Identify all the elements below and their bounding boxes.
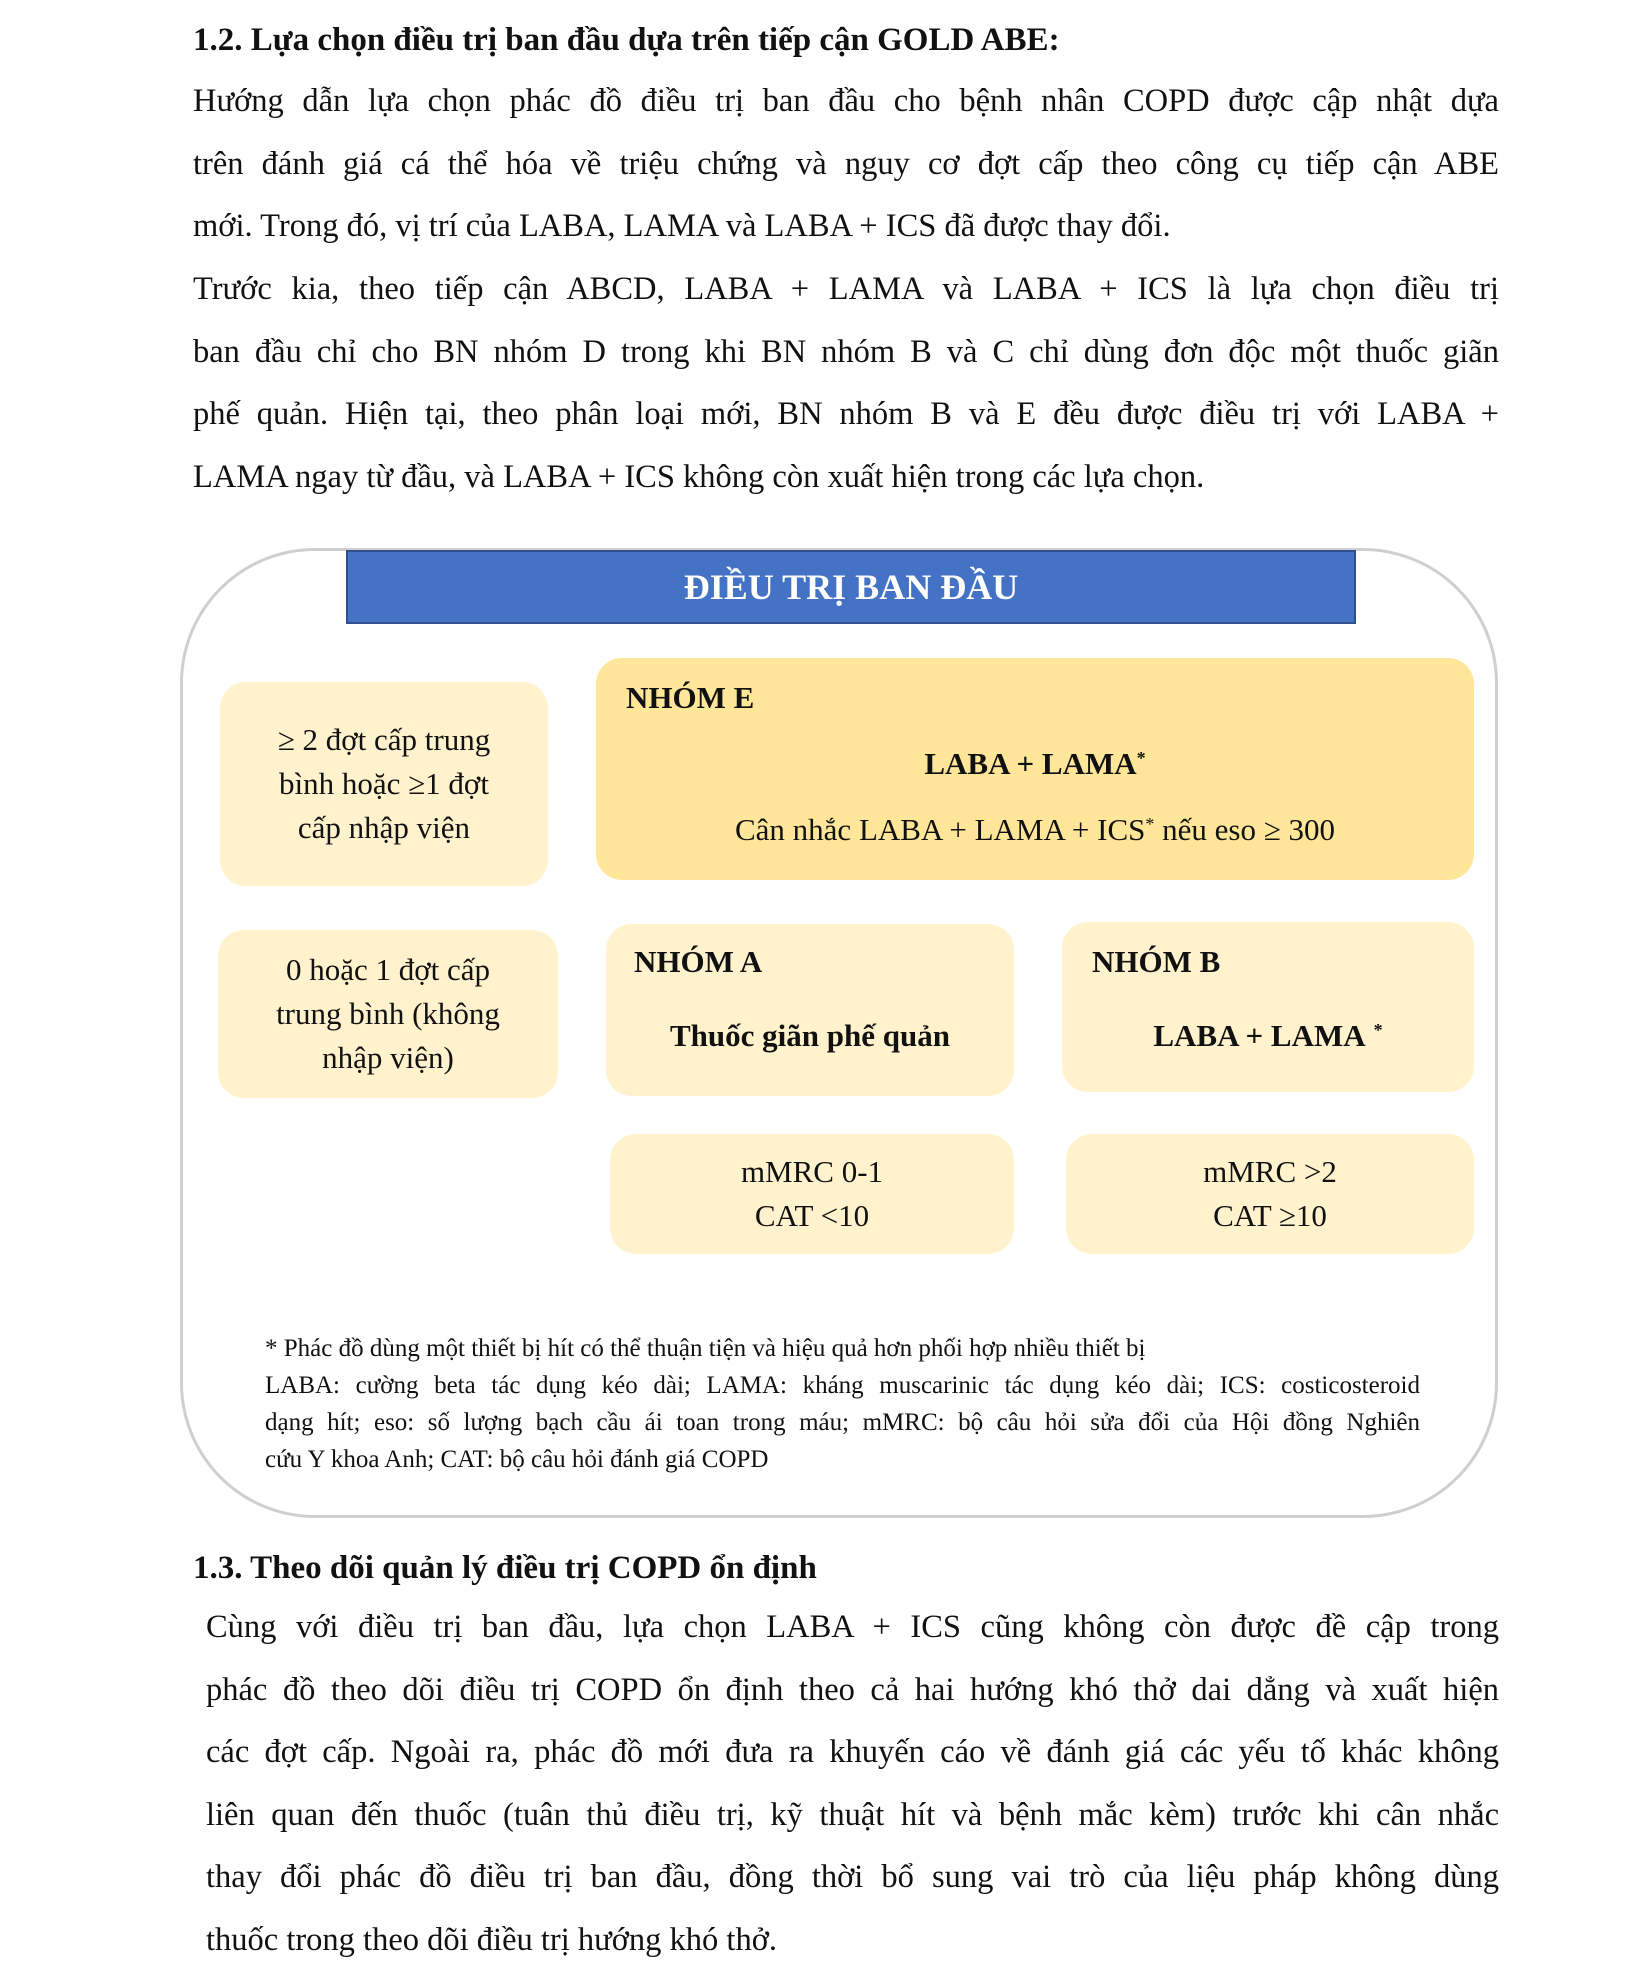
text-line: bình hoặc ≥1 đợt bbox=[279, 766, 489, 801]
text-line: 0 hoặc 1 đợt cấp bbox=[285, 952, 491, 987]
section-1-2-heading: 1.2. Lựa chọn điều trị ban đầu dựa trên tiếp cận GOLD ABE: bbox=[193, 22, 1060, 58]
text-line: Cùng với điều trị ban đầu, lựa chọn LABA + ICS cũng không còn được đề cập trong bbox=[206, 1609, 1499, 1645]
diagram-footnotes bbox=[265, 1330, 1420, 1478]
text-line: thay đổi phác đồ điều trị ban đầu, đồng thời bổ sung vai trò của liệu pháp không dùng bbox=[206, 1859, 1499, 1895]
footnote-line: * Phác đồ dùng một thiết bị hít có thể thuận tiện và hiệu quả hơn phối hợp nhiều thiết bị bbox=[265, 1335, 1146, 1362]
group-b-label: NHÓM B bbox=[1092, 944, 1221, 979]
group-b-treatment bbox=[1062, 1014, 1474, 1058]
group-a-treatment: Thuốc giãn phế quản bbox=[670, 1018, 950, 1053]
footnote-marker: * bbox=[1136, 748, 1146, 768]
text-line: ban đầu chỉ cho BN nhóm D trong khi BN nhóm B và C chỉ dùng đơn độc một thuốc giãn bbox=[193, 333, 1499, 370]
exacerbation-high-text bbox=[278, 718, 490, 850]
exacerbation-low-box bbox=[218, 930, 558, 1098]
section-1-3-paragraph bbox=[206, 1596, 1499, 1971]
text-line: phế quản. Hiện tại, theo phân loại mới, BN nhóm B và E đều được điều trị với LABA + bbox=[193, 396, 1499, 432]
diagram-title: ĐIỀU TRỊ BAN ĐẦU bbox=[346, 550, 1356, 624]
mmrc-value: mMRC 0-1 bbox=[740, 1154, 884, 1189]
text-line: phác đồ theo dõi điều trị COPD ổn định theo cả hai hướng khó thở dai dẳng và xuất hiện bbox=[206, 1671, 1499, 1708]
footnote-marker: * bbox=[1145, 814, 1155, 834]
text-line: trên đánh giá cá thể hóa về triệu chứng và nguy cơ đợt cấp theo công cụ tiếp cận ABE bbox=[193, 145, 1499, 182]
group-e-alternative-text: Cân nhắc LABA + LAMA + ICS bbox=[734, 812, 1146, 847]
text-line: các đợt cấp. Ngoài ra, phác đồ mới đưa ra khuyến cáo về đánh giá các yếu tố khác không bbox=[206, 1734, 1499, 1770]
group-e-label: NHÓM E bbox=[626, 680, 755, 715]
text-line: ≥ 2 đợt cấp trung bbox=[277, 722, 491, 757]
mmrc-value: mMRC >2 bbox=[1203, 1154, 1337, 1189]
text-line: Trước kia, theo tiếp cận ABCD, LABA + LAMA và LABA + ICS là lựa chọn điều trị bbox=[193, 271, 1499, 307]
text-line: cấp nhập viện bbox=[297, 810, 471, 845]
text-line: trung bình (không bbox=[276, 996, 500, 1031]
section-1-2-paragraph-2 bbox=[193, 258, 1499, 508]
text-line: Hướng dẫn lựa chọn phác đồ điều trị ban đầu cho bệnh nhân COPD được cập nhật dựa bbox=[193, 83, 1499, 119]
cat-value: CAT ≥10 bbox=[1213, 1198, 1327, 1233]
group-e-treatment bbox=[596, 742, 1474, 786]
footnote-line: dạng hít; eso: số lượng bạch cầu ái toan trong máu; mMRC: bộ câu hỏi sửa đổi của Hội đồng Nghiên bbox=[265, 1409, 1420, 1436]
section-1-3-heading: 1.3. Theo dõi quản lý điều trị COPD ổn định bbox=[193, 1550, 817, 1586]
text-line: mới. Trong đó, vị trí của LABA, LAMA và LABA + ICS đã được thay đổi. bbox=[193, 208, 1171, 244]
group-a-box bbox=[606, 924, 1014, 1096]
group-e-alternative bbox=[596, 808, 1474, 852]
footnote-marker: * bbox=[1373, 1020, 1383, 1040]
footnote-line: LABA: cường beta tác dụng kéo dài; LAMA: kháng muscarinic tác dụng kéo dài; ICS: costicosteroid bbox=[265, 1372, 1420, 1399]
symptoms-low-box bbox=[610, 1134, 1014, 1254]
cat-value: CAT <10 bbox=[754, 1198, 870, 1233]
group-a-label: NHÓM A bbox=[634, 944, 763, 979]
footnote-line: cứu Y khoa Anh; CAT: bộ câu hỏi đánh giá COPD bbox=[265, 1446, 769, 1473]
exacerbation-low-text bbox=[276, 948, 500, 1080]
symptoms-high-box bbox=[1066, 1134, 1474, 1254]
group-e-box bbox=[596, 658, 1474, 880]
text-line: liên quan đến thuốc (tuân thủ điều trị, kỹ thuật hít và bệnh mắc kèm) trước khi cân nhắc bbox=[206, 1796, 1499, 1833]
group-b-box bbox=[1062, 922, 1474, 1092]
text-line: nhập viện) bbox=[322, 1040, 454, 1075]
group-e-alternative-condition: nếu eso ≥ 300 bbox=[1154, 812, 1335, 847]
text-line: thuốc trong theo dõi điều trị hướng khó thở. bbox=[206, 1921, 778, 1958]
section-1-2-paragraph-1 bbox=[193, 70, 1499, 258]
exacerbation-high-box bbox=[220, 682, 548, 886]
group-e-treatment-text: LABA + LAMA bbox=[924, 746, 1137, 781]
group-b-treatment-text: LABA + LAMA bbox=[1153, 1018, 1366, 1053]
text-line: LAMA ngay từ đầu, và LABA + ICS không còn xuất hiện trong các lựa chọn. bbox=[193, 458, 1205, 495]
